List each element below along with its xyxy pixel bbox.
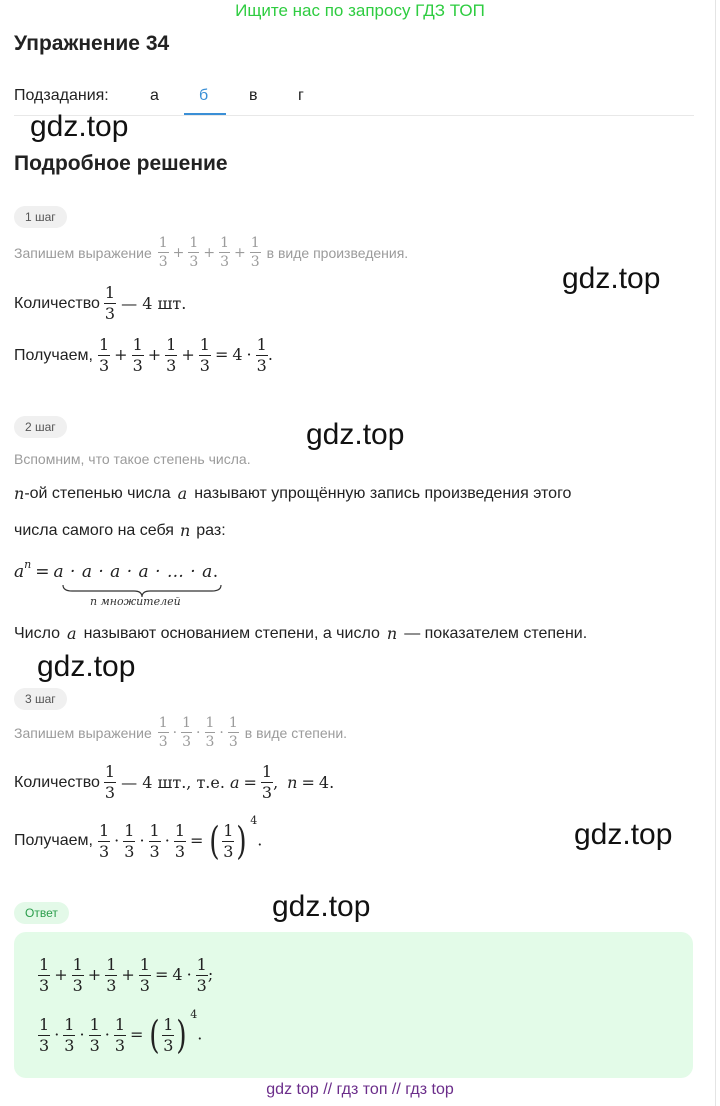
step-3-badge: 3 шаг — [14, 688, 67, 710]
answer-line-2: $\frac{1}{3}$ · $\frac{1}{3}$ · $\frac{1}{3}$ · $\frac{1}{3}$ = ( $\frac{1}{3}$ ) $^4$. — [39, 1007, 203, 1057]
n-symbol: n — [386, 624, 398, 643]
power-definition-line-1 — [14, 484, 571, 503]
section-title: Подробное решение — [14, 152, 228, 175]
definition-text: числа самого на себя — [14, 521, 174, 539]
power-formula: a n = a · a · a · a · … · a . n множителей — [14, 562, 254, 614]
step-1-intro-text: Запишем выражение — [14, 244, 152, 261]
step-3-intro-after: в виде степени. — [244, 724, 348, 741]
step-3-count-line: Количество $\frac{1}{3}$ — 4 шт., т.е. a = $\frac{1}{3}$ , n = 4. — [14, 762, 335, 802]
tab-a[interactable]: а — [150, 87, 159, 104]
page-title: Упражнение 34 — [14, 32, 170, 55]
step-1-badge: 1 шаг — [14, 206, 67, 228]
step-3-count-suffix: — 4 шт., т.е. — [121, 773, 225, 792]
tab-b[interactable]: б — [199, 87, 209, 104]
answer-box — [14, 932, 693, 1078]
watermark: gdz.top — [306, 418, 405, 451]
step-3-count-label: Количество — [14, 773, 100, 791]
one-third-fraction: $\frac{1}{3}$ — [104, 762, 116, 802]
step-2-intro: Вспомним, что такое степень числа. — [14, 451, 251, 467]
tab-g[interactable]: г — [298, 87, 304, 104]
a-symbol: a — [177, 484, 188, 503]
answer-badge: Ответ — [14, 902, 69, 924]
footer-links[interactable]: gdz top // гдз топ // гдз top — [266, 1081, 454, 1098]
step-1-count-label: Количество — [14, 294, 100, 312]
watermark: gdz.top — [30, 110, 129, 143]
base-exponent-line — [14, 624, 587, 643]
base-text: Число — [14, 624, 61, 642]
watermark: gdz.top — [574, 818, 673, 851]
power-definition-line-2 — [14, 521, 226, 540]
step-3-result-equation: $\frac{1}{3}$ · $\frac{1}{3}$ · $\frac{1}{3}$ · $\frac{1}{3}$ = ( $\frac{1}{3}$ ) $^4$. — [98, 813, 263, 863]
definition-text: называют упрощённую запись произведения этого — [194, 484, 572, 502]
n-symbol: n — [14, 484, 25, 503]
one-third-fraction: $\frac{1}{3}$ — [104, 283, 116, 323]
step-1-sum-expression: $\frac{1}{3}$ + $\frac{1}{3}$ + $\frac{1}{3}$ + $\frac{1}{3}$ — [158, 235, 260, 270]
step-1-result-equation: $\frac{1}{3}$ + $\frac{1}{3}$ + $\frac{1}{3}$ + $\frac{1}{3}$ = 4 · $\frac{1}{3}$ . — [98, 335, 273, 375]
definition-text: раз: — [196, 521, 226, 539]
step-1-count-line — [14, 285, 186, 322]
step-1-result-line — [14, 337, 273, 374]
brace-label: n множителей — [90, 595, 181, 608]
step-3-intro-text: Запишем выражение — [14, 724, 152, 741]
step-3-result-label: Получаем, — [14, 832, 93, 849]
step-1-count-suffix: — 4 шт. — [121, 294, 187, 313]
n-symbol: n — [179, 521, 191, 540]
watermark: gdz.top — [562, 262, 661, 295]
step-1-result-label: Получаем, — [14, 346, 93, 364]
step-1-intro — [14, 236, 408, 269]
page-right-border — [715, 0, 716, 1106]
base-text: — показателем степени. — [404, 624, 588, 642]
step-3-product-expression: $\frac{1}{3}$ · $\frac{1}{3}$ · $\frac{1}{3}$ · $\frac{1}{3}$ — [158, 715, 238, 750]
base-text: называют основанием степени, а число — [83, 624, 380, 642]
answer-line-1: $\frac{1}{3}$ + $\frac{1}{3}$ + $\frac{1}{3}$ + $\frac{1}{3}$ = 4 · $\frac{1}{3}$ ; — [39, 955, 214, 995]
step-2-badge: 2 шаг — [14, 416, 67, 438]
subtasks-label: Подзадания: — [14, 87, 109, 104]
watermark: gdz.top — [37, 650, 136, 683]
step-3-result-line — [14, 813, 263, 863]
search-banner[interactable]: Ищите нас по запросу ГДЗ ТОП — [235, 1, 485, 20]
step-3-intro — [14, 716, 347, 749]
a-symbol: a — [67, 624, 77, 643]
watermark: gdz.top — [272, 890, 371, 923]
definition-text: -ой степенью числа — [24, 484, 171, 502]
tab-v[interactable]: в — [249, 87, 258, 104]
step-1-intro-after: в виде произведения. — [266, 244, 409, 261]
